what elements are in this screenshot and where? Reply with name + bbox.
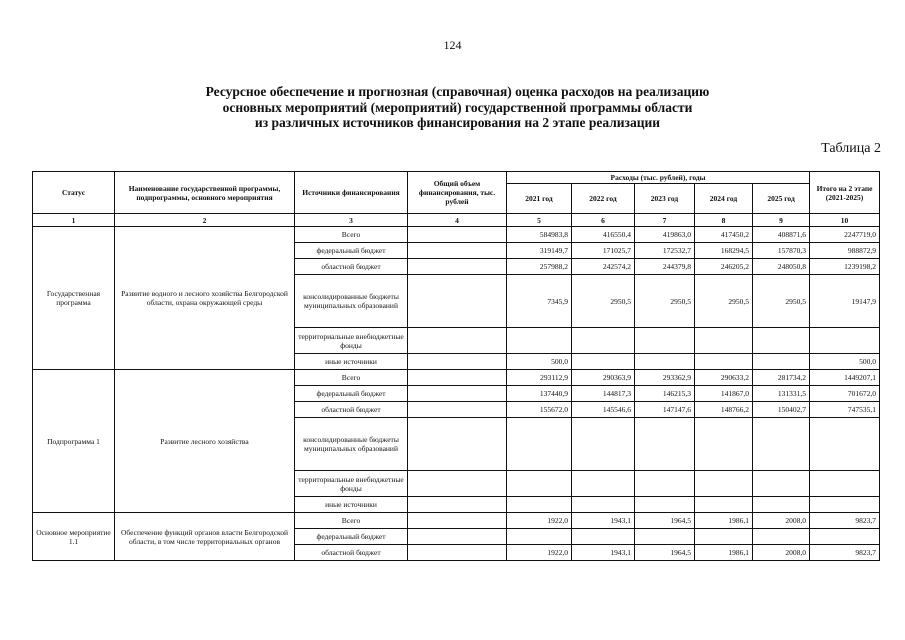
header-year: 2025 год (753, 184, 810, 214)
itogo-value (810, 471, 880, 497)
year-value: 584983,8 (507, 227, 572, 243)
row-source: федеральный бюджет (295, 529, 408, 545)
year-value: 500,0 (507, 354, 572, 370)
itogo-value: 701672,0 (810, 386, 880, 402)
year-value (572, 529, 635, 545)
year-value: 146215,3 (635, 386, 695, 402)
year-value: 144817,3 (572, 386, 635, 402)
column-number: 10 (810, 214, 880, 227)
header-year: 2021 год (507, 184, 572, 214)
year-value: 417450,2 (695, 227, 753, 243)
table-row (33, 513, 880, 529)
year-value: 1922,0 (507, 545, 572, 561)
year-value (507, 471, 572, 497)
year-value (572, 471, 635, 497)
itogo-value (810, 328, 880, 354)
total-volume-cell (408, 386, 507, 402)
row-source: Всего (295, 370, 408, 386)
header-status: Статус (33, 172, 115, 214)
year-value (753, 471, 810, 497)
year-value (695, 328, 753, 354)
year-value: 408871,6 (753, 227, 810, 243)
year-value: 2950,5 (753, 275, 810, 328)
column-number: 8 (695, 214, 753, 227)
year-value: 419863,0 (635, 227, 695, 243)
title-line: из различных источников финансирования на 2 этапе реализации (254, 115, 661, 130)
column-number: 7 (635, 214, 695, 227)
year-value: 1964,5 (635, 513, 695, 529)
header-year: 2024 год (695, 184, 753, 214)
column-number: 4 (408, 214, 507, 227)
year-value: 242574,2 (572, 259, 635, 275)
row-source: Всего (295, 227, 408, 243)
year-value: 137440,9 (507, 386, 572, 402)
row-source: областной бюджет (295, 259, 408, 275)
total-volume-cell (408, 545, 507, 561)
year-value (753, 328, 810, 354)
total-volume-cell (408, 513, 507, 529)
year-value: 281734,2 (753, 370, 810, 386)
year-value (753, 529, 810, 545)
year-value: 7345,9 (507, 275, 572, 328)
year-value: 145546,6 (572, 402, 635, 418)
year-value (695, 497, 753, 513)
year-value: 257988,2 (507, 259, 572, 275)
row-source: консолидированные бюджеты муниципальных образований (295, 418, 408, 471)
header-sources: Источники финансирования (295, 172, 408, 214)
row-source: областной бюджет (295, 545, 408, 561)
year-value: 155672,0 (507, 402, 572, 418)
page-number: 124 (443, 38, 462, 52)
year-value: 244379,8 (635, 259, 695, 275)
year-value: 1986,1 (695, 545, 753, 561)
year-value (507, 328, 572, 354)
header-total-volume: Общий объем финансирования, тыс. рублей (408, 172, 507, 214)
year-value: 290363,9 (572, 370, 635, 386)
row-source: иные источники (295, 497, 408, 513)
row-source: территориальные внебюджетные фонды (295, 328, 408, 354)
year-value (572, 418, 635, 471)
title-line: основных мероприятий (мероприятий) государственной программы области (222, 99, 693, 115)
header-itogo: Итого на 2 этапе (2021-2025) (810, 172, 880, 214)
year-value (635, 418, 695, 471)
year-value: 2950,5 (635, 275, 695, 328)
year-value: 248050,8 (753, 259, 810, 275)
total-volume-cell (408, 497, 507, 513)
year-value: 131331,5 (753, 386, 810, 402)
total-volume-cell (408, 259, 507, 275)
year-value (507, 497, 572, 513)
row-status: Государственная программа (33, 227, 115, 370)
row-status: Подпрограмма 1 (33, 370, 115, 513)
total-volume-cell (408, 227, 507, 243)
year-value (753, 418, 810, 471)
itogo-value: 988872,9 (810, 243, 880, 259)
itogo-value: 747535,1 (810, 402, 880, 418)
year-value (635, 328, 695, 354)
year-value: 150402,7 (753, 402, 810, 418)
itogo-value: 1449207,1 (810, 370, 880, 386)
year-value (572, 354, 635, 370)
year-value: 2008,0 (753, 545, 810, 561)
year-value: 293112,9 (507, 370, 572, 386)
row-source: областной бюджет (295, 402, 408, 418)
year-value (507, 529, 572, 545)
row-source: федеральный бюджет (295, 386, 408, 402)
total-volume-cell (408, 275, 507, 328)
itogo-value: 9823,7 (810, 513, 880, 529)
year-value: 157870,3 (753, 243, 810, 259)
year-value: 246205,2 (695, 259, 753, 275)
year-value: 1922,0 (507, 513, 572, 529)
row-source: федеральный бюджет (295, 243, 408, 259)
year-value (572, 328, 635, 354)
year-value: 1943,1 (572, 545, 635, 561)
row-name: Развитие водного и лесного хозяйства Белгородской области, охрана окружающей среды (115, 227, 295, 370)
itogo-value (810, 418, 880, 471)
year-value (695, 471, 753, 497)
table-label: Таблица 2 (821, 141, 881, 156)
total-volume-cell (408, 328, 507, 354)
year-value (635, 497, 695, 513)
document-title (0, 84, 905, 131)
year-value (695, 354, 753, 370)
itogo-value (810, 497, 880, 513)
year-value (572, 497, 635, 513)
itogo-value: 500,0 (810, 354, 880, 370)
year-value (695, 418, 753, 471)
year-value: 171025,7 (572, 243, 635, 259)
year-value: 147147,6 (635, 402, 695, 418)
row-status: Основное мероприятие 1.1 (33, 513, 115, 561)
header-year: 2022 год (572, 184, 635, 214)
row-name: Обеспечение функций органов власти Белгородской области, в том числе территориальных органов (115, 513, 295, 561)
year-value: 141867,0 (695, 386, 753, 402)
year-value (753, 354, 810, 370)
year-value (635, 471, 695, 497)
total-volume-cell (408, 370, 507, 386)
itogo-value: 19147,9 (810, 275, 880, 328)
row-source: Всего (295, 513, 408, 529)
year-value (635, 529, 695, 545)
year-value (695, 529, 753, 545)
year-value: 168294,5 (695, 243, 753, 259)
year-value: 172532,7 (635, 243, 695, 259)
itogo-value: 9823,7 (810, 545, 880, 561)
table-body (33, 227, 880, 561)
total-volume-cell (408, 418, 507, 471)
column-number: 6 (572, 214, 635, 227)
column-number-row (33, 214, 880, 227)
table-row (33, 227, 880, 243)
year-value: 290633,2 (695, 370, 753, 386)
year-value: 293362,9 (635, 370, 695, 386)
total-volume-cell (408, 354, 507, 370)
year-value: 1964,5 (635, 545, 695, 561)
year-value: 416550,4 (572, 227, 635, 243)
year-value: 1986,1 (695, 513, 753, 529)
column-number: 9 (753, 214, 810, 227)
year-value: 2950,5 (572, 275, 635, 328)
header-expenses: Расходы (тыс. рублей), годы (507, 172, 810, 184)
row-name: Развитие лесного хозяйства (115, 370, 295, 513)
year-value: 2950,5 (695, 275, 753, 328)
column-number: 2 (115, 214, 295, 227)
header-name: Наименование государственной программы, подпрограммы, основного мероприятия (115, 172, 295, 214)
table-row (33, 370, 880, 386)
year-value: 148766,2 (695, 402, 753, 418)
row-source: иные источники (295, 354, 408, 370)
column-number: 3 (295, 214, 408, 227)
expenses-table (32, 171, 880, 561)
itogo-value: 1239198,2 (810, 259, 880, 275)
row-source: консолидированные бюджеты муниципальных образований (295, 275, 408, 328)
year-value: 2008,0 (753, 513, 810, 529)
year-value: 1943,1 (572, 513, 635, 529)
row-source: территориальные внебюджетные фонды (295, 471, 408, 497)
column-number: 1 (33, 214, 115, 227)
year-value (753, 497, 810, 513)
itogo-value (810, 529, 880, 545)
total-volume-cell (408, 402, 507, 418)
title-line: Ресурсное обеспечение и прогнозная (справочная) оценка расходов на реализацию (205, 84, 710, 99)
year-value (635, 354, 695, 370)
year-value (507, 418, 572, 471)
total-volume-cell (408, 529, 507, 545)
itogo-value: 2247719,0 (810, 227, 880, 243)
total-volume-cell (408, 471, 507, 497)
column-number: 5 (507, 214, 572, 227)
year-value: 319149,7 (507, 243, 572, 259)
header-year: 2023 год (635, 184, 695, 214)
total-volume-cell (408, 243, 507, 259)
